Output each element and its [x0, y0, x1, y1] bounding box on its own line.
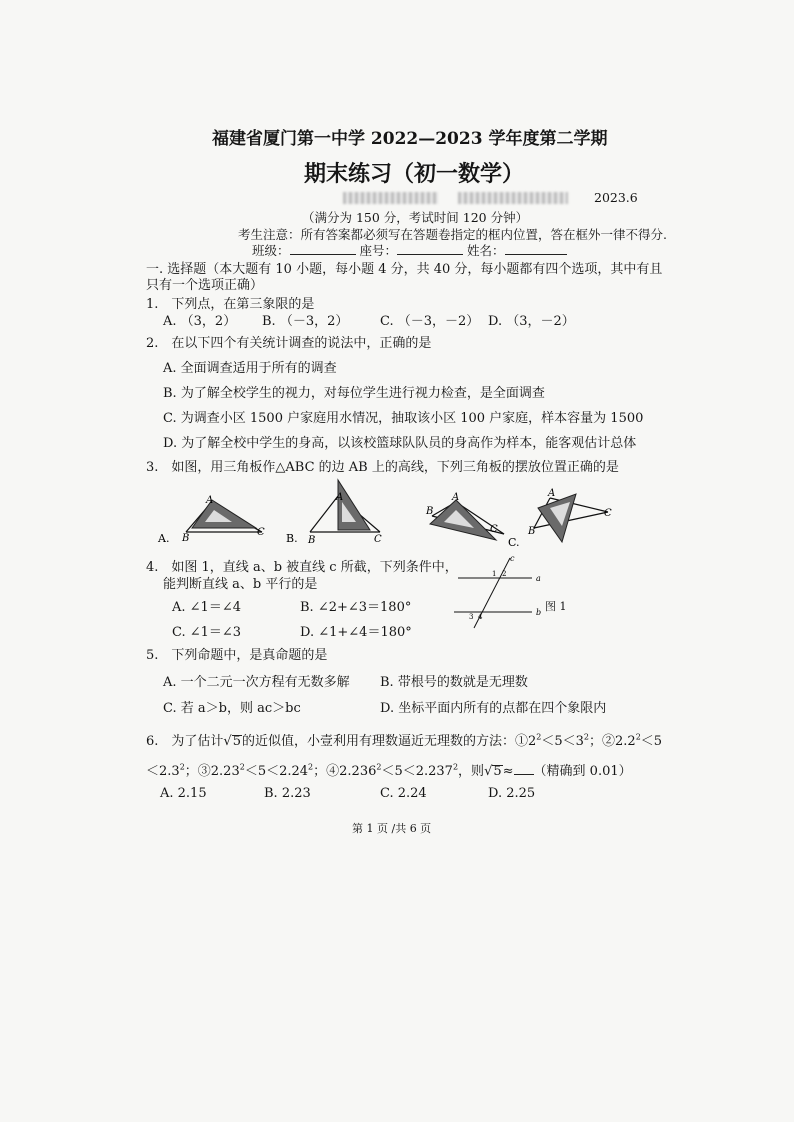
q4-option-a: A. ∠1＝∠4: [172, 600, 241, 615]
line-c-label: c: [510, 554, 515, 563]
q3-label-a: A.: [158, 532, 170, 545]
q5-stem: 5. 下列命题中，是真命题的是: [146, 648, 328, 663]
q3-label-c: C.: [508, 536, 520, 549]
q6-text: ；③2.23: [184, 764, 240, 779]
q2-option-d: D. 为了解全校中学生的身高，以该校篮球队队员的身高作为样本，能客观估计总体: [163, 436, 637, 451]
q3-b-point-b: B: [308, 535, 316, 546]
q3-c-point-c: C: [490, 524, 498, 535]
exponent: 2: [376, 762, 382, 772]
q6-text: ；④2.236: [313, 764, 377, 779]
q6-option-d: D. 2.25: [488, 786, 536, 801]
exponent: 2: [179, 762, 185, 772]
q1-stem: 1. 下列点，在第三象限的是: [146, 297, 315, 312]
exam-subtitle: 期末练习（初一数学）: [304, 161, 525, 187]
angle-1-label: 1: [492, 570, 497, 578]
class-blank: [290, 242, 356, 255]
line-b-label: b: [536, 608, 542, 617]
q6-text: 的近似值，小壹利用有理数逼近无理数的方法：①2: [241, 734, 537, 749]
notice: 考生注意：所有答案都必须写在答题卷指定的框内位置，答在框外一律不得分.: [238, 227, 667, 242]
sqrt-symbol: √: [223, 734, 232, 749]
exponent: 2: [536, 732, 542, 742]
seat-label: 座号：: [359, 243, 398, 258]
line-a-label: a: [536, 574, 541, 583]
q6-stem-line2: [146, 760, 632, 779]
exponent: 2: [452, 762, 459, 772]
q6-text: ＜5: [640, 734, 663, 749]
q6-text: ，则: [458, 764, 485, 779]
q4-option-b: B. ∠2+∠3＝180°: [300, 600, 412, 615]
q6-radicand: 5: [493, 764, 502, 779]
q4-stem: 4. 如图 1，直线 a、b 被直线 c 所截，下列条件中，: [146, 560, 458, 575]
q3-stem: 3. 如图，用三角板作△ABC 的边 AB 上的高线，下列三角板的摆放位置正确的是: [146, 460, 619, 475]
q5-option-a: A. 一个二元一次方程有无数多解: [163, 675, 350, 690]
q3-figure-c: [425, 492, 520, 549]
redacted-region: [343, 192, 438, 204]
q3-figure-d: [527, 488, 612, 542]
exponent: 2: [308, 762, 314, 772]
q6-stem-line1: [146, 730, 662, 749]
q2-option-a: A. 全面调查适用于所有的调查: [163, 361, 337, 376]
student-info-line: [252, 241, 567, 259]
q3-c-point-b: B: [426, 506, 434, 517]
q1-option-d: D. （3，－2）: [488, 314, 575, 329]
q1-option-b: B. （－3，2）: [262, 314, 349, 329]
q3-a-point-b: B: [182, 533, 190, 544]
redacted-region: [458, 192, 568, 204]
q3-label-b: B.: [286, 532, 298, 545]
figure-1-parallel-lines: [452, 552, 542, 632]
q5-option-c: C. 若 a＞b，则 ac＞bc: [163, 701, 301, 716]
q5-option-d: D. 坐标平面内所有的点都在四个象限内: [380, 701, 607, 716]
sqrt-symbol: √: [484, 764, 493, 779]
figure-1-caption: 图 1: [545, 600, 567, 613]
exponent: 2: [239, 762, 245, 772]
q4-stem-cont: 能判断直线 a、b 平行的是: [163, 577, 318, 592]
q6-option-a: A. 2.15: [160, 786, 207, 801]
q3-d-point-b: B: [528, 526, 536, 537]
page-footer: 第 1 页 /共 6 页: [352, 822, 432, 835]
answer-blank: [514, 762, 534, 775]
q5-option-b: B. 带根号的数就是无理数: [380, 675, 528, 690]
q6-option-b: B. 2.23: [264, 786, 311, 801]
exam-date: 2023.6: [594, 190, 638, 205]
q3-figure-a: [157, 495, 265, 545]
q6-text: ＜5＜2.24: [244, 764, 309, 779]
q2-option-c: C. 为调查小区 1500 户家庭用水情况，抽取该小区 100 户家庭，样本容量为 1500: [163, 411, 644, 426]
exponent: 2: [583, 732, 589, 742]
q3-b-point-a: A: [336, 492, 344, 503]
name-label: 姓名：: [467, 243, 505, 258]
q2-stem: 2. 在以下四个有关统计调查的说法中，正确的是: [146, 336, 432, 351]
q6-text: ＜5＜3: [541, 734, 584, 749]
q6-text: ；②2.2: [589, 734, 636, 749]
seat-blank: [397, 242, 463, 255]
angle-4-label: 4: [478, 613, 483, 621]
exam-title: 福建省厦门第一中学 2022—2023 学年度第二学期: [212, 129, 608, 149]
q6-radicand: 5: [232, 734, 241, 749]
q3-d-point-c: C: [604, 508, 612, 519]
q6-text: ＜5＜2.237: [381, 764, 453, 779]
q3-b-point-c: C: [374, 534, 382, 545]
q3-d-point-a: A: [548, 488, 556, 499]
q6-text: 6. 为了估计: [146, 734, 224, 749]
q4-option-d: D. ∠1+∠4＝180°: [300, 625, 412, 640]
class-label: 班级：: [252, 243, 290, 258]
q6-option-c: C. 2.24: [380, 786, 427, 801]
section-heading: 一. 选择题（本大题有 10 小题，每小题 4 分，共 40 分，每小题都有四个选项，其中有且: [146, 262, 663, 277]
exponent: 2: [635, 732, 641, 742]
q6-text: ≈: [502, 764, 514, 779]
q3-c-point-a: A: [452, 492, 460, 503]
q1-option-c: C. （－3，－2）: [380, 314, 480, 329]
q3-a-point-a: A: [206, 495, 214, 506]
q1-option-a: A. （3，2）: [163, 314, 237, 329]
q6-text: ＜2.3: [146, 764, 180, 779]
q4-option-c: C. ∠1＝∠3: [172, 625, 242, 640]
q3-figures: [150, 478, 620, 550]
q3-a-point-c: C: [257, 527, 265, 538]
q2-option-b: B. 为了解全校学生的视力，对每位学生进行视力检查，是全面调查: [163, 386, 545, 401]
q3-figure-b: [286, 480, 382, 546]
angle-3-label: 3: [469, 613, 474, 621]
q6-text: （精确到 0.01）: [533, 764, 632, 779]
section-heading-cont: 只有一个选项正确）: [146, 278, 264, 293]
score-time-note: （满分为 150 分，考试时间 120 分钟）: [302, 210, 529, 225]
angle-2-label: 2: [502, 570, 507, 578]
name-blank: [505, 242, 567, 255]
